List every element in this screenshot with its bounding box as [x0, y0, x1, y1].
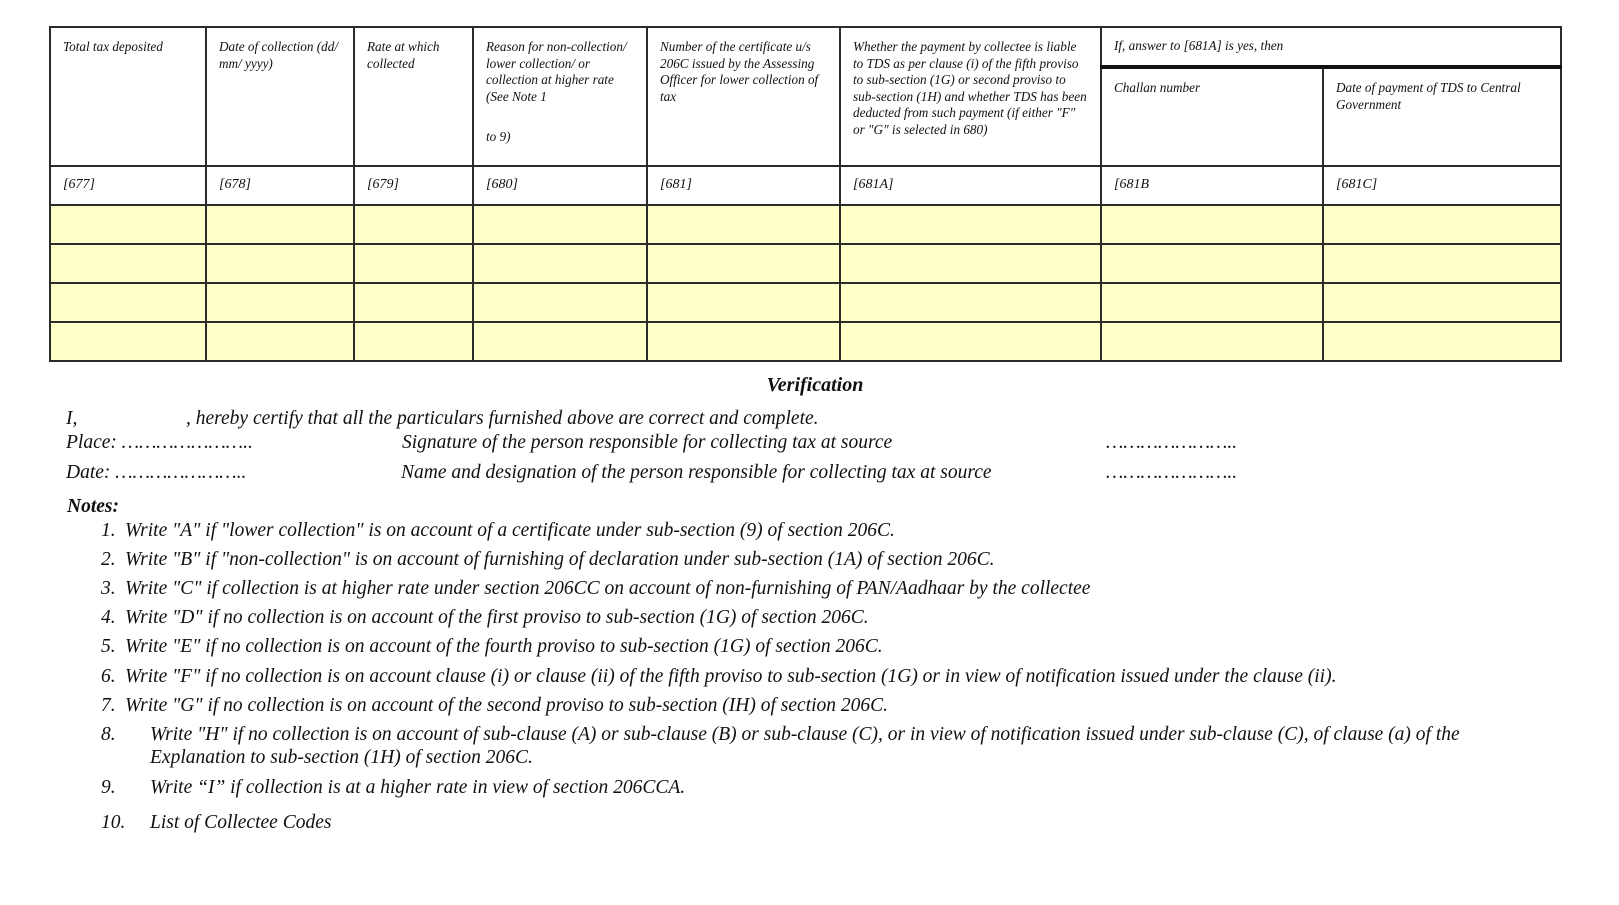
code-677: [677] [50, 166, 206, 205]
entry-cell-681[interactable] [647, 283, 840, 322]
note-text-continued: Explanation to sub-section (1H) of section 206C. [150, 747, 533, 768]
note-number: 5. [101, 636, 116, 657]
name-designation-label: Name and designation of the person responsible for collecting tax at source [401, 462, 992, 483]
note-text: Write "F" if no collection is on account clause (i) or clause (ii) of the fifth proviso to sub-section (1G) or in view of notification issued under the clause (ii). [125, 666, 1337, 687]
entry-cell-678[interactable] [206, 322, 354, 361]
header-date-of-payment: Date of payment of TDS to Central Government [1323, 67, 1561, 166]
note-text: Write "H" if no collection is on account of sub-clause (A) or sub-clause (B) or sub-clause (C), or in view of notification issued under sub-clause (C), of clause (a) of the [150, 724, 1460, 745]
entry-cell-678[interactable] [206, 205, 354, 244]
verification-title: Verification [766, 374, 864, 396]
note-text: Write "G" if no collection is on account of the second proviso to sub-section (IH) of section 206C. [125, 695, 889, 716]
header-total-tax-deposited: Total tax deposited [50, 27, 206, 166]
entry-cell-681b[interactable] [1101, 244, 1323, 283]
header-challan-number: Challan number [1101, 67, 1323, 166]
code-681b: [681B [1101, 166, 1323, 205]
date-field[interactable]: Date: ………………….. [66, 462, 247, 483]
code-681c: [681C] [1323, 166, 1561, 205]
certify-statement: , hereby certify that all the particulars furnished above are correct and complete. [186, 408, 819, 429]
entry-cell-677[interactable] [50, 244, 206, 283]
entry-cell-681[interactable] [647, 205, 840, 244]
note-number: 4. [101, 607, 116, 628]
entry-cell-677[interactable] [50, 283, 206, 322]
tcs-details-table [49, 26, 1562, 362]
note-number: 3. [101, 578, 116, 599]
entry-cell-681a[interactable] [840, 283, 1101, 322]
note-number: 6. [101, 666, 116, 687]
code-681a: [681A] [840, 166, 1101, 205]
entry-cell-680[interactable] [473, 205, 647, 244]
note-text: Write “I” if collection is at a higher rate in view of section 206CCA. [150, 777, 686, 798]
notes-title: Notes: [67, 496, 119, 517]
note-text: Write "B" if "non-collection" is on account of furnishing of declaration under sub-section (1A) of section 206C. [125, 549, 995, 570]
entry-cell-679[interactable] [354, 322, 473, 361]
entry-cell-679[interactable] [354, 205, 473, 244]
entry-cell-681a[interactable] [840, 322, 1101, 361]
signature-field[interactable]: ………………….. [1106, 432, 1238, 453]
header-rate-collected: Rate at which collected [354, 27, 473, 166]
note-text: Write "E" if no collection is on account of the fourth proviso to sub-section (1G) of section 206C. [125, 636, 883, 657]
note-text: List of Collectee Codes [150, 812, 332, 833]
note-number: 7. [101, 695, 116, 716]
entry-cell-679[interactable] [354, 244, 473, 283]
note-text: Write "D" if no collection is on account of the first proviso to sub-section (1G) of section 206C. [125, 607, 869, 628]
entry-cell-681[interactable] [647, 244, 840, 283]
entry-cell-681c[interactable] [1323, 322, 1561, 361]
entry-cell-678[interactable] [206, 244, 354, 283]
signature-label: Signature of the person responsible for collecting tax at source [402, 432, 893, 453]
note-number: 1. [101, 520, 116, 541]
entry-cell-677[interactable] [50, 322, 206, 361]
entry-row [50, 244, 1561, 283]
code-680: [680] [473, 166, 647, 205]
header-reason-tail: to 9) [486, 129, 511, 144]
entry-cell-677[interactable] [50, 205, 206, 244]
certify-prefix: I, [66, 408, 78, 429]
code-678: [678] [206, 166, 354, 205]
note-number: 2. [101, 549, 116, 570]
name-designation-field[interactable]: ………………….. [1106, 462, 1238, 483]
entry-cell-680[interactable] [473, 322, 647, 361]
entry-cell-681c[interactable] [1323, 244, 1561, 283]
entry-cell-681b[interactable] [1101, 322, 1323, 361]
note-text: Write "C" if collection is at higher rate under section 206CC on account of non-furnishing of PAN/Aadhaar by the collectee [125, 578, 1091, 599]
code-679: [679] [354, 166, 473, 205]
entry-cell-679[interactable] [354, 283, 473, 322]
entry-cell-681b[interactable] [1101, 283, 1323, 322]
note-number: 10. [101, 812, 126, 833]
header-reason-text: Reason for non-collection/ lower collection/ or collection at higher rate (See Note 1 [486, 39, 627, 104]
place-field[interactable]: Place: ………………….. [66, 432, 253, 453]
note-text: Write "A" if "lower collection" is on account of a certificate under sub-section (9) of section 206C. [125, 520, 895, 541]
note-number: 8. [101, 724, 116, 745]
header-reason [473, 27, 647, 166]
entry-cell-680[interactable] [473, 283, 647, 322]
note-number: 9. [101, 777, 116, 798]
header-date-of-collection: Date of collection (dd/ mm/ yyyy) [206, 27, 354, 166]
entry-cell-680[interactable] [473, 244, 647, 283]
code-681: [681] [647, 166, 840, 205]
entry-cell-681c[interactable] [1323, 283, 1561, 322]
entry-cell-681c[interactable] [1323, 205, 1561, 244]
entry-rows [50, 205, 1561, 361]
entry-row [50, 205, 1561, 244]
entry-cell-681b[interactable] [1101, 205, 1323, 244]
entry-cell-681[interactable] [647, 322, 840, 361]
entry-row [50, 322, 1561, 361]
entry-cell-681a[interactable] [840, 244, 1101, 283]
header-if-yes-group: If, answer to [681A] is yes, then [1101, 27, 1561, 67]
entry-cell-678[interactable] [206, 283, 354, 322]
entry-row [50, 283, 1561, 322]
entry-cell-681a[interactable] [840, 205, 1101, 244]
header-certificate-number: Number of the certificate u/s 206C issued by the Assessing Officer for lower collection of tax [647, 27, 840, 166]
header-tds-liability: Whether the payment by collectee is liable to TDS as per clause (i) of the fifth proviso to sub-section (1G) or second proviso to sub-section (1H) and whether TDS has been deducted from such payment (if either "F" or "G" is selected in 680) [840, 27, 1101, 166]
